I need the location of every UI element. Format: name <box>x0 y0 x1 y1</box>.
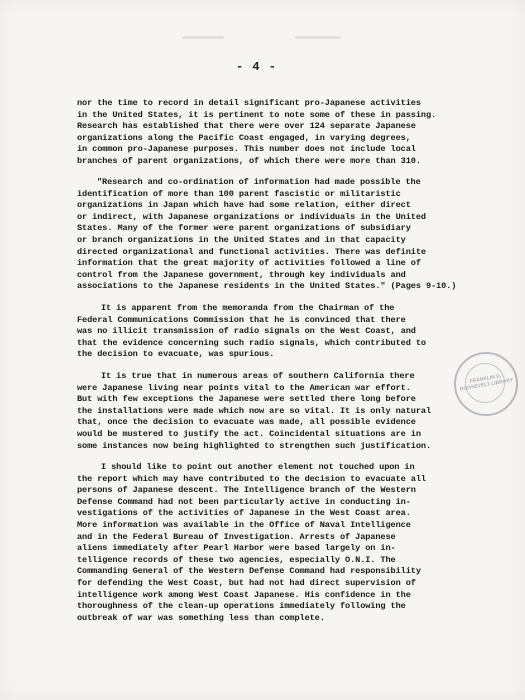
paragraph-2-quotation: "Research and co-ordination of information had made possible the identification of more than 100 parent fascistic or militaristic organizations in Japan which have had some relation, either direct or indirect, with Japanese organizations or individuals in the United States. Many of the former were parent organizations of subsidiary or branch organizations in the United States and in that capacity directed organizational and functional activities. There was definite information that the great majority of activities followed a line of control from the Japanese government, through key individuals and associations to the Japanese residents in the United States." (Pages 9-10.) <box>77 177 457 292</box>
paragraph-5: I should like to point out another element not touched upon in the report which may have contributed to the decision to evacuate all persons of Japanese descent. The Intelligence branch of the Western Defense Command had not been particularly active in conducting in- vestigations of the activities of Japanese in the West Coast area. More information was available in the Office of Naval Intelligence and in the Federal Bureau of Investigation. Arrests of Japanese aliens immediately after Pearl Harbor were based largely on in- telligence records of these two agencies, especially O.N.I. The Commanding General of the Western Defense Command had responsibility for defending the West Coast, but had not had direct supervision of intelligence work among West Coast Japanese. His confidence in the thoroughness of the clean-up operations immediately following the outbreak of war was something less than complete. <box>77 462 426 623</box>
library-stamp-text: FRANKLIN D. ROOSEVELT LIBRARY <box>459 373 514 393</box>
scan-smudge-right <box>295 36 341 39</box>
paragraph-4: It is true that in numerous areas of southern California there were Japanese living near points vital to the American war effort. But with few exceptions the Japanese were settled there long before the installations were made which now are so vital. It is only natural that, once the decision to evacuate was made, all possible evidence would be mustered to justify the act. Coincidental situations are in some instances now being highlighted to strengthen such justification. <box>77 371 431 451</box>
page-number: - 4 - <box>236 60 278 74</box>
scan-smudge-left <box>182 36 224 39</box>
paragraph-3: It is apparent from the memoranda from the Chairman of the Federal Communications Commission that he is convinced that there was no illicit transmission of radio signals on the West Coast, and that the evidence concerning such radio signals, which contributed to the decision to evacuate, was spurious. <box>77 303 426 360</box>
library-stamp <box>454 352 518 416</box>
paragraph-1: nor the time to record in detail significant pro-Japanese activities in the United States, it is pertinent to note some of these in passing. Research has established that there were over 124 separate Japanese organizations along the Pacific Coast engaged, in varying degrees, in common pro-Japanese purposes. This number does not include local branches of parent organizations, of which there were more than 310. <box>77 98 437 166</box>
